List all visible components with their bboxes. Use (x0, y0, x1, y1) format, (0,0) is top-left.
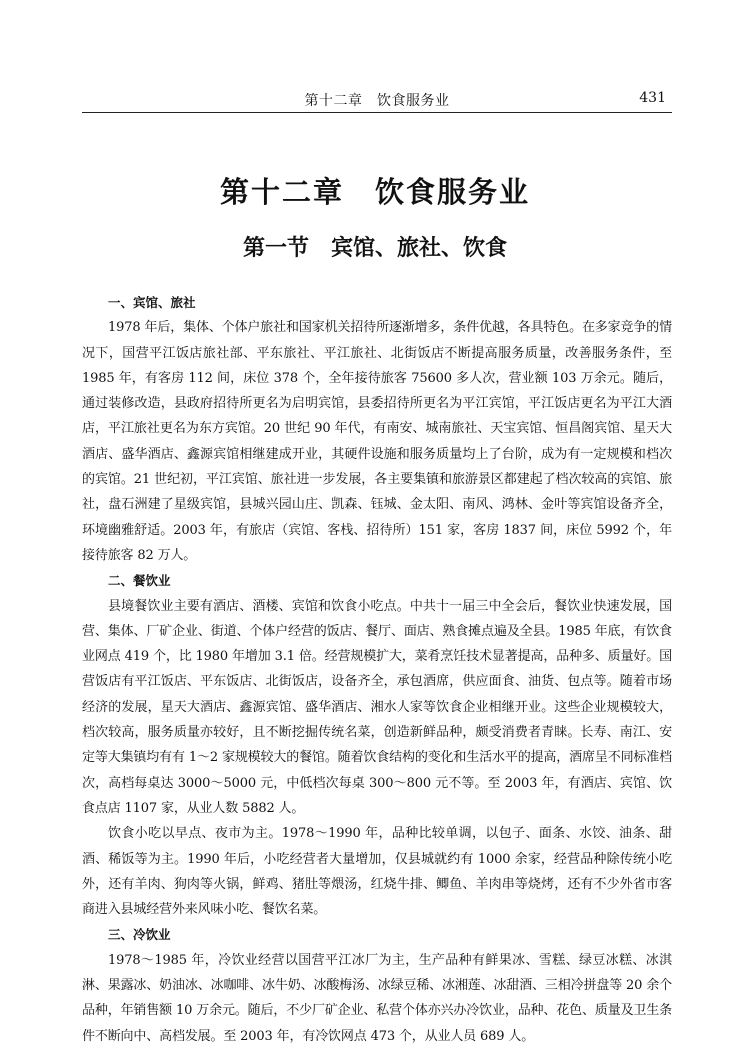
section-title: 第一节 宾馆、旅社、饮食 (242, 236, 507, 261)
paragraph-catering: 县境餐饮业主要有酒店、酒楼、宾馆和饮食小吃点。中共十一届三中全会后，餐饮业快速发展，国营、集体、厂矿企业、街道、个体户经营的饭店、餐厅、面店、熟食摊点遍及全县。1985 年底，有饮食业网点 419 个，比 1980 年增加 3.1 倍。经营规模扩大，菜肴烹饪技术显著提高，品种多、质量好。国营饭店有平江饭店、平东饭店、北街饭店，设备齐全，承包酒席，供应面食、油货、包点等。随着市场经济的发展，星天大酒店、鑫源宾馆、盛华酒店、湘水人家等饮食企业相继开业。这些企业规模较大，档次较高，服务质量亦较好，且不断挖掘传统名菜，创造新鲜品种，颇受消费者青睐。长寿、南江、安定等大集镇均有有 1～2 家规模较大的餐馆。随着饮食结构的变化和生活水平的提高，酒席呈不同标准档次，高档每桌达 3000～5000 元，中低档次每桌 300～800 元不等。至 2003 年，有酒店、宾馆、饮食点店 1107 家，从业人数 5882 人。 (82, 598, 672, 816)
page-number: 431 (639, 90, 666, 106)
body-text (82, 290, 672, 1049)
paragraph-cold-drinks: 1978～1985 年，冷饮业经营以国营平江冰厂为主，生产品种有鲜果冰、雪糕、绿豆冰糕、冰淇淋、果露冰、奶油冰、冰咖啡、冰牛奶、冰酸梅汤、冰绿豆稀、冰湘莲、冰甜酒、三相冷拼盘等 20 余个品种，年销售额 10 万余元。随后，不少厂矿企业、私营个体亦兴办冷饮业，品种、花色、质量及卫生条件不断向中、高档发展。至 2003 年，有冷饮网点 473 个，从业人员 689 人。 (82, 952, 672, 1044)
running-header (82, 88, 672, 113)
subheading-cold-drinks: 三、冷饮业 (108, 927, 171, 943)
subheading-catering: 二、餐饮业 (108, 573, 171, 589)
paragraph-hotels: 1978 年后，集体、个体户旅社和国家机关招待所逐渐增多，条件优越，各具特色。在多家竞争的情况下，国营平江饭店旅社部、平东旅社、平江旅社、北街饭店不断提高服务质量，改善服务条件，至 1985 年，有客房 112 间，床位 378 个，全年接待旅客 75600 多人次，营业额 103 万余元。随后，通过装修改造，县政府招待所更名为启明宾馆，县委招待所更名为平江宾馆，平江饭店更名为平江大酒店，平江旅社更名为东方宾馆。20 世纪 90 年代，有南安、城南旅社、天宝宾馆、恒昌阁宾馆、星天大酒店、盛华酒店、鑫源宾馆相继建成开业，其硬件设施和服务质量均上了台阶，成为有一定规模和档次的宾馆。21 世纪初，平江宾馆、旅社进一步发展，各主要集镇和旅游景区都建起了档次较高的宾馆、旅社，盘石洲建了星级宾馆，县城兴园山庄、凯森、钰城、金太阳、南风、鸿林、金叶等宾馆设备齐全，环境幽雅舒适。2003 年，有旅店（宾馆、客栈、招待所）151 家，客房 1837 间，床位 5992 个，年接待旅客 82 万人。 (82, 320, 672, 563)
subheading-hotels: 一、宾馆、旅社 (108, 295, 196, 310)
chapter-title: 第十二章 饮食服务业 (219, 175, 530, 209)
running-title: 第十二章 饮食服务业 (304, 93, 450, 109)
paragraph-snacks: 饮食小吃以早点、夜市为主。1978～1990 年，品种比较单调，以包子、面条、水饺、油条、甜酒、稀饭等为主。1990 年后，小吃经营者大量增加，仅县城就约有 1000 余家，经营品种除传统小吃外，还有羊肉、狗肉等火锅，鲜鸡、猪肚等煨汤，红烧牛排、鲫鱼、羊肉串等烧烤，还有不少外省市客商进入县城经营外来风味小吃、餐饮名菜。 (82, 826, 672, 918)
